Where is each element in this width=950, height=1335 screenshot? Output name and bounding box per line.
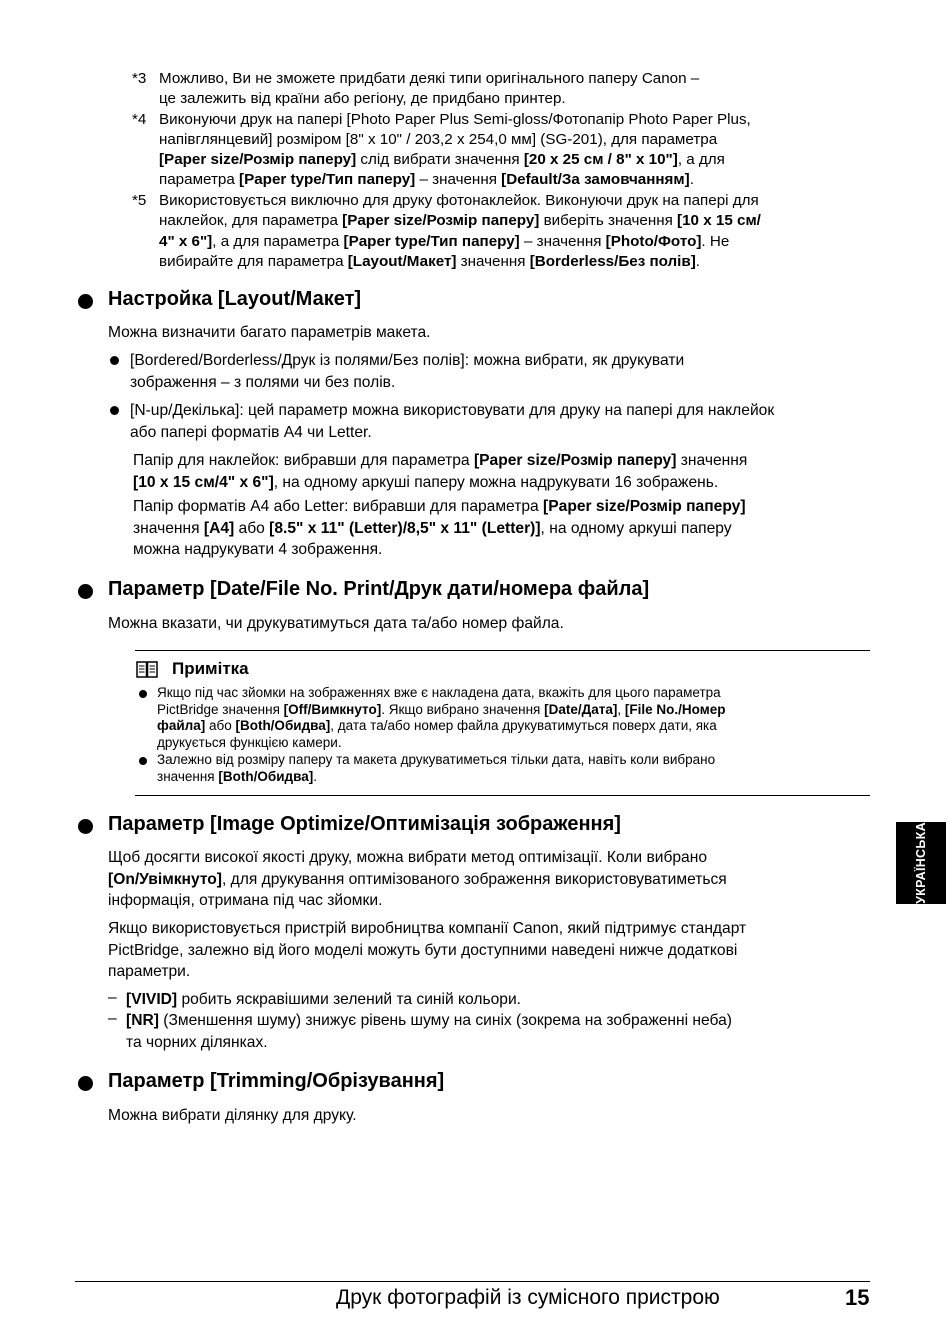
optimize-para-1 [108, 847, 868, 912]
note-bullet [139, 690, 147, 698]
footnote-number: *4 [132, 110, 147, 128]
vivid-item: [VIVID] робить яскравішими зелений та синій кольори. [126, 991, 521, 1008]
note-title: Примітка [172, 659, 249, 678]
list-bullet [110, 406, 119, 415]
note-item-1 [157, 685, 872, 751]
note-bullet [139, 757, 147, 765]
footnote-line: [Paper size/Розмір паперу] слід вибрати значення [20 x 25 см / 8" x 10"], а для [159, 151, 725, 169]
text-line: друкується функцією камери. [157, 734, 342, 750]
section-title-date: Параметр [Date/File No. Print/Друк дати/номера файла] [108, 578, 650, 600]
text-line: або папері форматів A4 чи Letter. [130, 423, 372, 441]
footnote-5 [132, 191, 874, 272]
text-line: [N-up/Декілька]: цей параметр можна використовувати для друку на папері для наклейок [130, 402, 775, 419]
nup-option-text [130, 400, 875, 443]
footnote-line: вибирайте для параметра [Layout/Макет] значення [Borderless/Без полів]. [159, 252, 701, 270]
nr-item [126, 1010, 871, 1053]
footer-divider [75, 1281, 870, 1282]
footnote-4 [132, 110, 874, 191]
optimize-para-2 [108, 918, 868, 983]
footnote-line: 4" x 6"], а для параметра [Paper type/Тип паперу] – значення [Photo/Фото]. Не [159, 232, 730, 250]
date-intro: Можна вказати, чи друкуватимуться дата та/або номер файла. [108, 615, 564, 632]
footnote-line: напівглянцевий] розміром [8" x 10" / 203,2 x 254,0 мм] (SG-201), для параметра [159, 130, 718, 148]
text-line: [10 x 15 см/4" x 6"], на одному аркуші паперу можна надрукувати 16 зображень. [133, 473, 719, 491]
footer-chapter-title: Друк фотографій із сумісного пристрою [336, 1286, 720, 1309]
section-title-layout: Настройка [Layout/Макет] [108, 288, 362, 310]
text-line: зображення – з полями чи без полів. [130, 373, 396, 391]
text-line: Якщо використовується пристрій виробництва компанії Canon, який підтримує стандарт [108, 920, 747, 937]
dash-marker: – [108, 989, 117, 1006]
footnote-3 [132, 69, 874, 110]
footnote-line: Виконуючи друк на папері [Photo Paper Plus Semi-gloss/Фотопапір Photo Paper Plus, [159, 110, 751, 128]
section-bullet [78, 1076, 93, 1091]
dash-marker: – [108, 1010, 117, 1027]
text-line: [Bordered/Borderless/Друк із полями/Без полів]: можна вибрати, як друкувати [130, 352, 685, 369]
footnote-line: параметра [Paper type/Тип паперу] – значення [Default/За замовчанням]. [159, 171, 694, 189]
layout-intro: Можна визначити багато параметрів макета. [108, 324, 431, 341]
footnote-line: Можливо, Ви не зможете придбати деякі типи оригінального паперу Canon – [159, 70, 700, 87]
language-tab-label: УКРАЇНСЬКА [914, 822, 928, 904]
footnote-line: Використовується виключно для друку фотонаклейок. Виконуючи друк на папері для [159, 192, 759, 209]
section-bullet [78, 294, 93, 309]
bordered-option-text [130, 350, 875, 393]
text-line: PictBridge значення [Off/Вимкнуто]. Якщо вибрано значення [Date/Дата], [File No./Номер [157, 701, 726, 717]
text-line: Залежно від розміру паперу та макета друкуватиметься тільки дата, навіть коли вибрано [157, 752, 716, 767]
note-bottom-divider [135, 795, 870, 796]
text-line: Папір форматів A4 або Letter: вибравши для параметра [Paper size/Розмір паперу] [133, 498, 746, 515]
text-line: значення [A4] або [8.5" x 11" (Letter)/8,5" x 11" (Letter)], на одному аркуші паперу [133, 519, 732, 537]
section-title-trimming: Параметр [Trimming/Обрізування] [108, 1070, 445, 1092]
text-line: [On/Увімкнуто], для друкування оптимізованого зображення використовуватиметься [108, 870, 727, 888]
note-item-2 [157, 752, 872, 785]
text-line: та чорних ділянках. [126, 1033, 268, 1051]
note-top-divider [135, 650, 870, 651]
text-line: PictBridge, залежно від його моделі можуть бути доступними наведені нижче додаткові [108, 941, 738, 959]
section-title-optimize: Параметр [Image Optimize/Оптимізація зображення] [108, 813, 621, 835]
text-line: Папір для наклейок: вибравши для параметра [Paper size/Розмір паперу] значення [133, 452, 748, 469]
footnote-number: *3 [132, 70, 147, 87]
text-line: параметри. [108, 963, 191, 980]
book-icon [136, 661, 158, 678]
text-line: значення [Both/Обидва]. [157, 768, 317, 784]
sticker-paper-text [133, 450, 873, 493]
a4-paper-text [133, 496, 873, 561]
list-bullet [110, 356, 119, 365]
text-line: Щоб досягти високої якості друку, можна вибрати метод оптимізації. Коли вибрано [108, 849, 708, 866]
text-line: файла] або [Both/Обидва], дата та/або номер файла друкуватимуться поверх дати, яка [157, 718, 717, 734]
footnote-line: наклейок, для параметра [Paper size/Розмір паперу] виберіть значення [10 x 15 см/ [159, 212, 761, 230]
section-bullet [78, 584, 93, 599]
text-line: інформація, отримана під час зйомки. [108, 892, 383, 909]
footnote-line: це залежить від країни або регіону, де придбано принтер. [159, 90, 566, 108]
text-line: можна надрукувати 4 зображення. [133, 541, 383, 558]
trimming-intro: Можна вибрати ділянку для друку. [108, 1107, 357, 1124]
text-line: Якщо під час зйомки на зображеннях вже є накладена дата, вкажіть для цього параметра [157, 685, 721, 700]
section-bullet [78, 819, 93, 834]
footnote-number: *5 [132, 192, 147, 209]
page-number: 15 [845, 1285, 870, 1310]
text-line: [NR] (Зменшення шуму) знижує рівень шуму на синіх (зокрема на зображенні неба) [126, 1012, 732, 1029]
